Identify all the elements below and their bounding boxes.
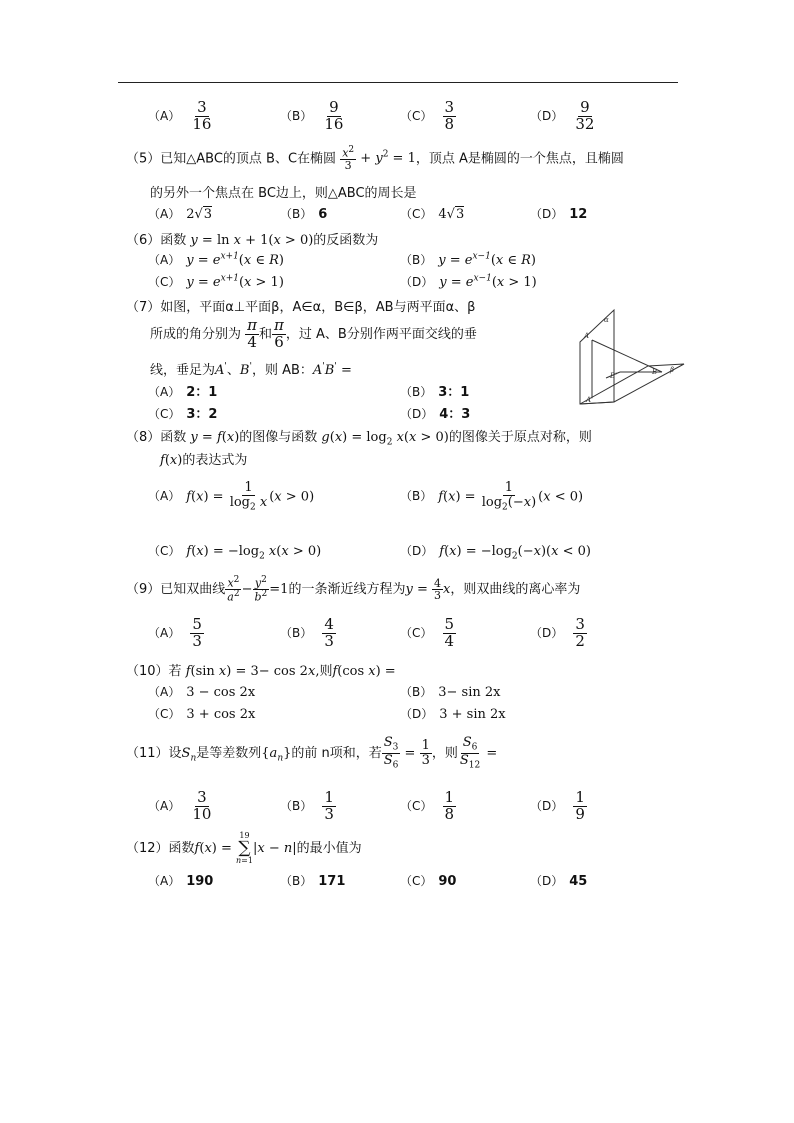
perpendicular-planes-figure bbox=[566, 302, 686, 410]
q8-option-b: （B） f(x) = $\frac{1}{\log_2(-x)}$ (x < 0) bbox=[400, 480, 584, 513]
q4-option-c: （C） $\frac{3}{8}$ bbox=[400, 98, 455, 133]
q6-stem: （6）函数 y = ln x + 1(x > 0)的反函数为 bbox=[126, 233, 379, 248]
q12-stem: （12）函数f(x) = 19 ∑ n=1 |x − n|的最小值为 bbox=[126, 831, 362, 865]
q10-stem: （10）若 f(sin x) = 3− cos 2x,则f(cos x) = bbox=[126, 664, 396, 679]
q5-option-a: （A） 2√3 bbox=[148, 207, 213, 222]
q5-option-c: （C） 4√3 bbox=[400, 207, 465, 222]
q6-option-d: （D） $y = e^{x-1}(x > 1)$ bbox=[400, 273, 537, 290]
q4-option-b: （B） $\frac{9}{16}$ bbox=[280, 98, 344, 133]
q11-option-c: （C） $\frac{1}{8}$ bbox=[400, 788, 455, 823]
q7-stem-line3: 线，垂足为A'、B'，则 AB：A'B' = bbox=[150, 361, 352, 378]
q8-stem-line2: f(x)的表达式为 bbox=[160, 453, 248, 468]
q12-option-b: （B） 171 bbox=[280, 874, 346, 889]
q8-option-a: （A） f(x) = $\frac{1}{\log_2 x}$ (x > 0) bbox=[148, 480, 315, 513]
q6-option-c: （C） $y = e^{x+1}(x > 1)$ bbox=[148, 273, 284, 290]
svg-text:A: A bbox=[584, 332, 590, 340]
q4-option-a: （A） $\frac{3}{16}$ bbox=[148, 98, 212, 133]
q9-option-b: （B） $\frac{4}{3}$ bbox=[280, 615, 334, 650]
q9-stem: （9）已知双曲线 $\frac{x^2}{a^2}$ − $\frac{y^2}{b^2}$ =1的一条渐近线方程为y = $\frac{4}{3}$ x，则双曲线的离心率为 bbox=[126, 575, 581, 604]
svg-text:B: B bbox=[652, 368, 658, 376]
q10-option-c: （C） 3 + cos 2x bbox=[148, 707, 256, 722]
q5-stem: （5）已知△ABC的顶点 B、C在椭圆 $\frac{x^2}{3}$ + $y^2 = 1$，顶点 A是椭圆的一个焦点，且椭圆 bbox=[126, 145, 624, 173]
q8-option-c: （C） $f(x) = -\log_2$ x(x > 0) bbox=[148, 544, 322, 562]
q7-option-b: （B） 3：1 bbox=[400, 385, 470, 400]
q5-option-b: （B） 6 bbox=[280, 207, 328, 222]
q6-option-b: （B） $y = e^{x-1}(x$ ∈ R) bbox=[400, 251, 536, 268]
q9-option-d: （D） $\frac{3}{2}$ bbox=[530, 615, 585, 650]
q8-stem: （8）函数 y = f(x)的图像与函数 $g(x) = \log_2 x(x > 0)$的图像关于原点对称，则 bbox=[126, 430, 592, 448]
svg-text:A': A' bbox=[586, 396, 593, 404]
q11-option-a: （A） $\frac{3}{10}$ bbox=[148, 788, 212, 823]
q10-option-a: （A） 3 − cos 2x bbox=[148, 685, 256, 700]
svg-text:β: β bbox=[670, 366, 675, 374]
svg-text:α: α bbox=[604, 316, 609, 324]
q5-option-d: （D） 12 bbox=[530, 207, 588, 222]
q7-option-a: （A） 2：1 bbox=[148, 385, 218, 400]
q11-stem: （11）设$S_n$是等差数列$\{a_n\}$的前 n项和，若 $\frac{S_3}{S_6}$ = $\frac{1}{3}$ ，则 $\frac{S_6}{S_{12}}$ = bbox=[126, 735, 498, 771]
q8-option-d: （D） $f(x) = -\log_2(-x)(x < 0)$ bbox=[400, 544, 591, 562]
q9-option-a: （A） $\frac{5}{3}$ bbox=[148, 615, 202, 650]
q11-option-b: （B） $\frac{1}{3}$ bbox=[280, 788, 334, 823]
q4-option-d: （D） $\frac{9}{32}$ bbox=[530, 98, 595, 133]
q12-option-c: （C） 90 bbox=[400, 874, 457, 889]
q12-option-a: （A） 190 bbox=[148, 874, 214, 889]
q9-option-c: （C） $\frac{5}{4}$ bbox=[400, 615, 455, 650]
q7-stem: （7）如图，平面α⊥平面β，A∈α，B∈β，AB与两平面α、β bbox=[126, 300, 476, 315]
header-rule bbox=[118, 82, 678, 83]
svg-text:B': B' bbox=[610, 372, 618, 380]
q6-option-a: （A） $y = e^{x+1}(x$ ∈ R) bbox=[148, 251, 284, 268]
q7-stem-line2: 所成的角分别为 $\frac{\pi}{4}$ 和 $\frac{\pi}{6}$ ，过 A、B分别作两平面交线的垂 bbox=[150, 316, 477, 351]
q7-option-d: （D） 4：3 bbox=[400, 407, 471, 422]
q10-option-b: （B） 3− sin 2x bbox=[400, 685, 501, 700]
q10-option-d: （D） 3 + sin 2x bbox=[400, 707, 506, 722]
q11-option-d: （D） $\frac{1}{9}$ bbox=[530, 788, 585, 823]
q12-option-d: （D） 45 bbox=[530, 874, 588, 889]
q7-option-c: （C） 3：2 bbox=[148, 407, 218, 422]
q5-stem-line2: 的另外一个焦点在 BC边上，则△ABC的周长是 bbox=[150, 186, 417, 201]
